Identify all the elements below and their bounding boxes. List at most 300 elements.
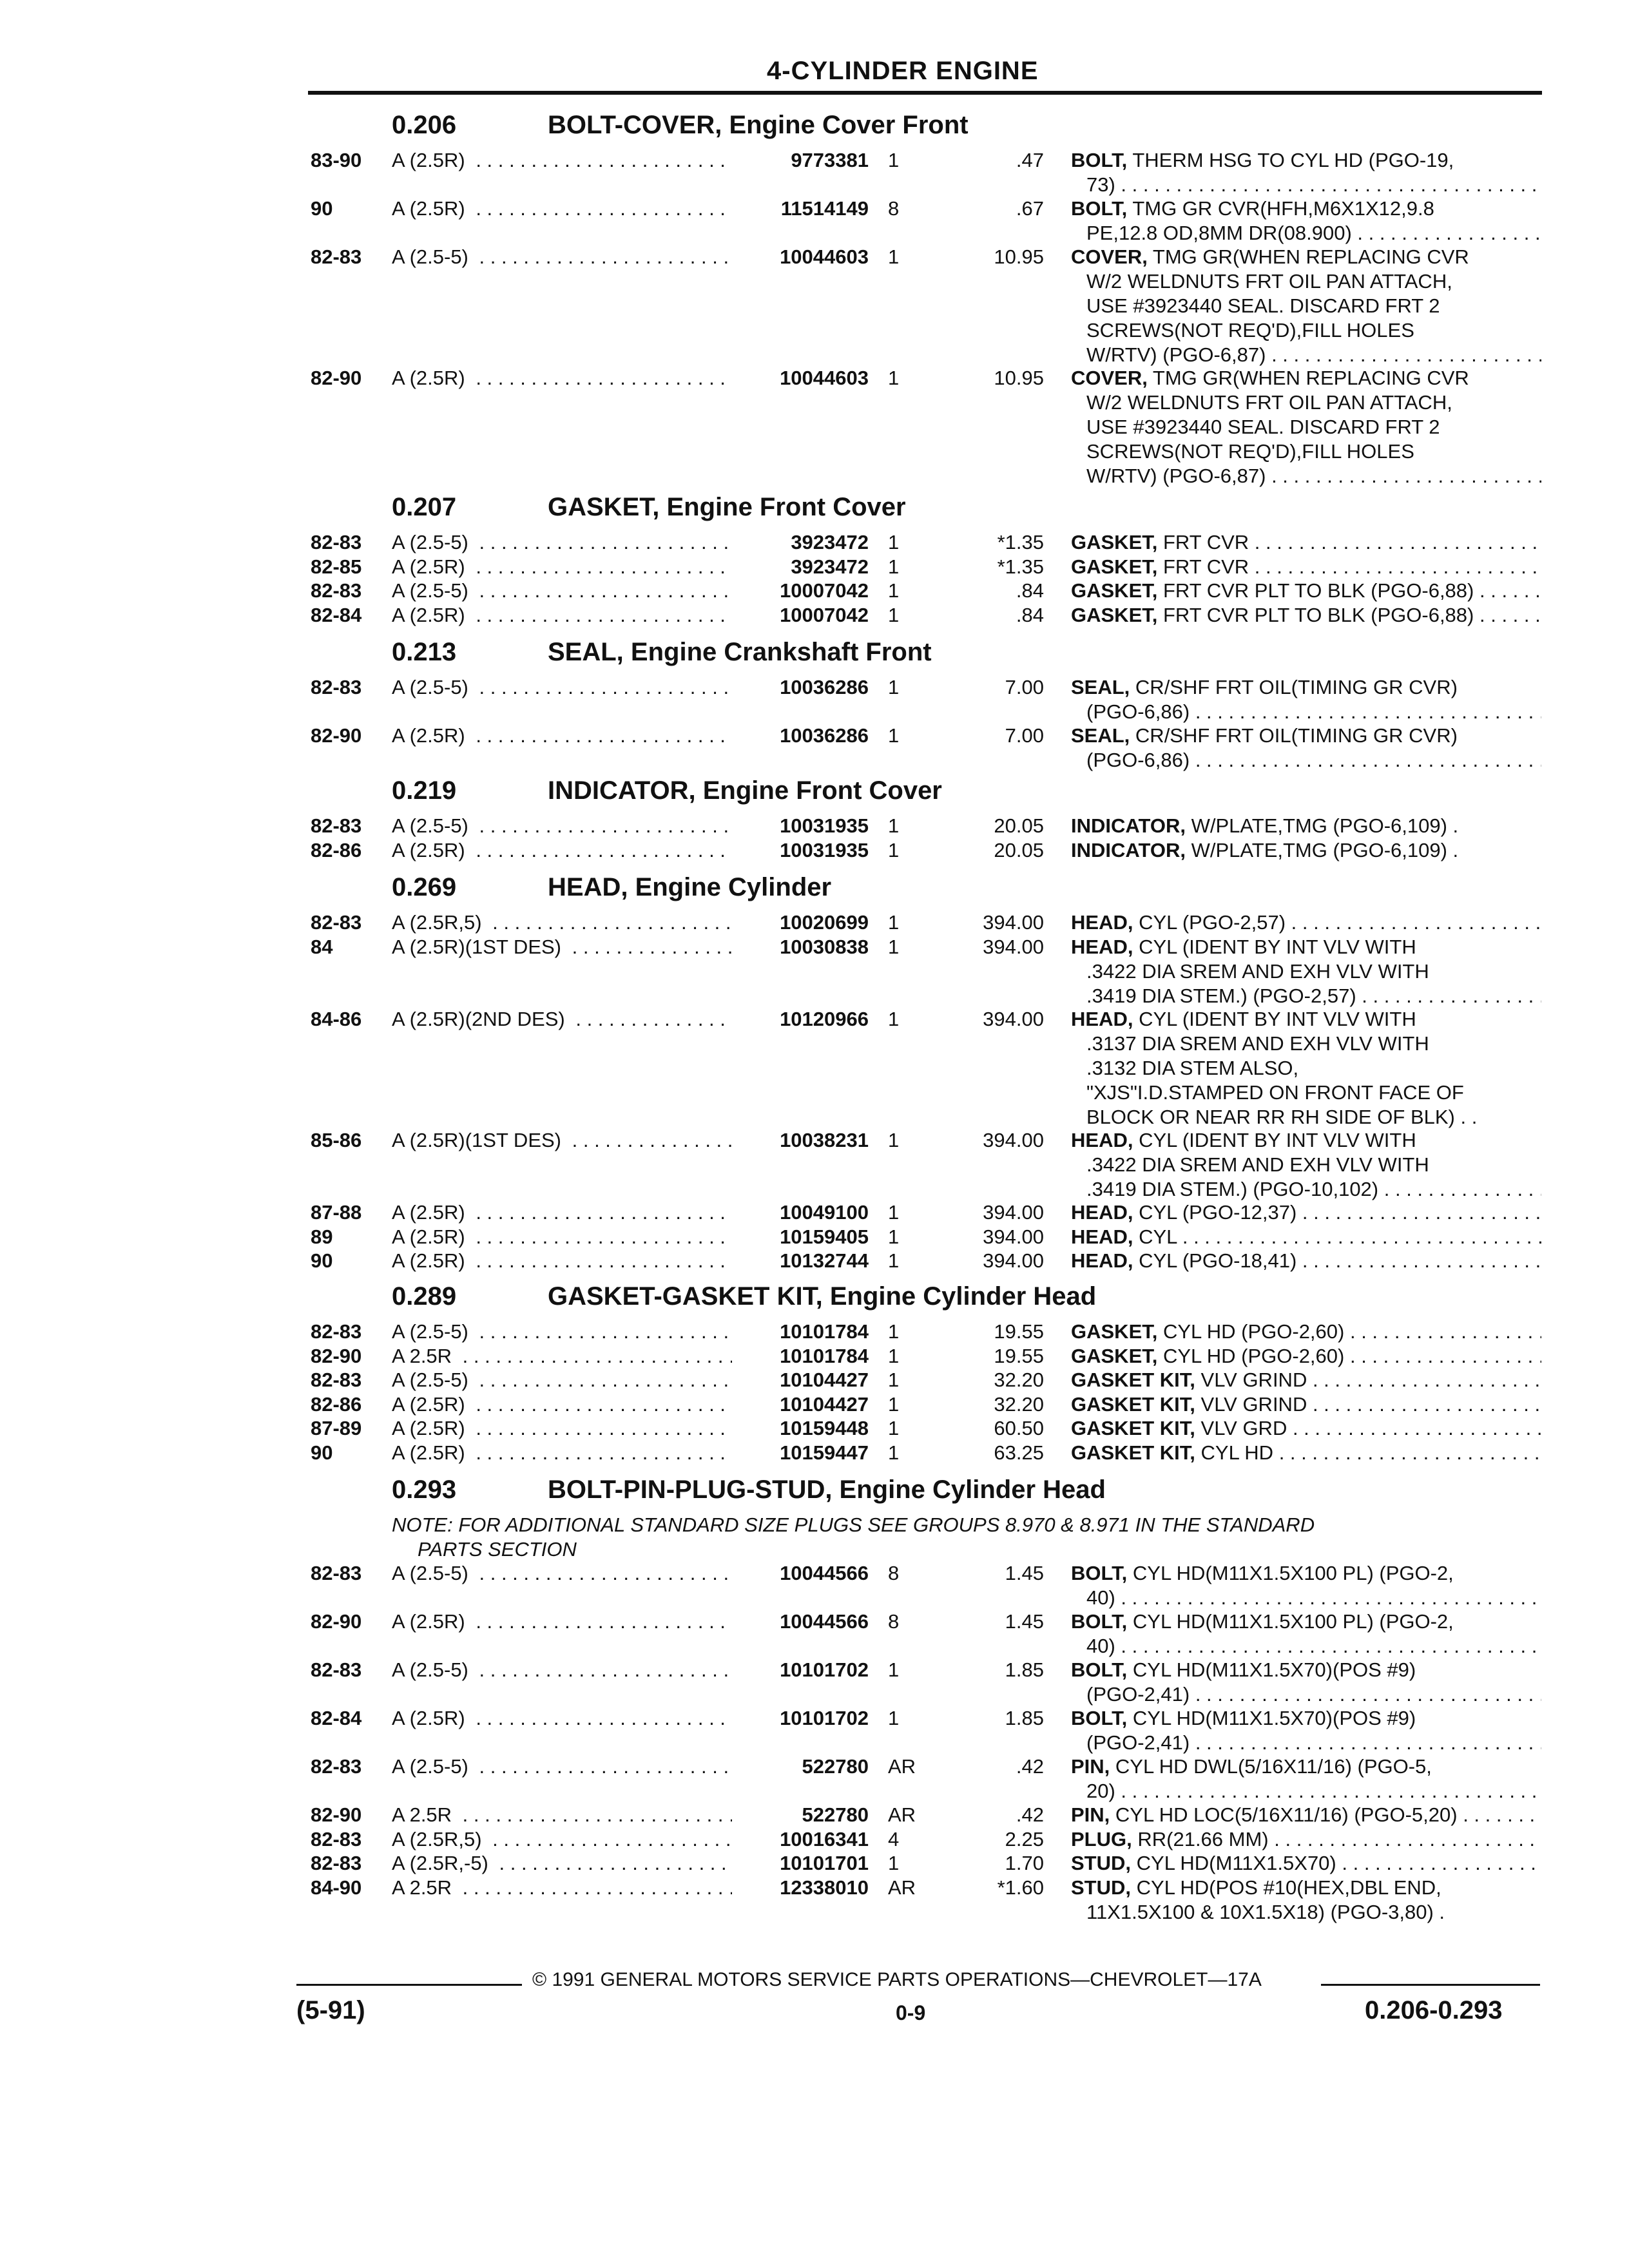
description-text: .3137 DIA SREM AND EXH VLV WITH <box>1086 1032 1429 1055</box>
part-description <box>1071 1754 1541 1803</box>
description-text: 11X1.5X100 & 10X1.5X18) (PGO-3,80) . <box>1086 1900 1445 1923</box>
description-text: CYL (PGO-12,37) <box>1139 1201 1297 1224</box>
part-description <box>1071 1249 1541 1273</box>
application-code <box>392 1225 732 1249</box>
description-line <box>1071 366 1541 390</box>
application-text: A (2.5R) <box>392 555 470 578</box>
quantity: 1 <box>888 911 900 934</box>
part-description <box>1071 935 1541 1008</box>
description-line <box>1071 748 1541 773</box>
description-line <box>1071 603 1541 628</box>
description-line <box>1071 1900 1541 1925</box>
description-text: CYL HD(M11X1.5X100 PL) (PGO-2, <box>1132 1562 1454 1584</box>
model-years: 84 <box>311 935 333 958</box>
description-line <box>1071 269 1541 294</box>
application-text: A 2.5R <box>392 1876 457 1899</box>
description-keyword: HEAD, <box>1071 935 1133 958</box>
list-price: .47 <box>1016 149 1044 171</box>
application-text: A (2.5R,5) <box>392 1828 487 1850</box>
model-years: 82-83 <box>311 1562 362 1584</box>
description-line <box>1071 1177 1541 1202</box>
model-years: 82-84 <box>311 1707 362 1729</box>
description-keyword: HEAD, <box>1071 1008 1133 1030</box>
description-text: W/RTV) (PGO-6,87) <box>1086 343 1266 366</box>
part-number: 10120966 <box>780 1008 869 1030</box>
part-description <box>1071 814 1541 838</box>
list-price: 1.85 <box>1005 1658 1044 1681</box>
part-number: 10101701 <box>780 1852 869 1874</box>
model-years: 85-86 <box>311 1128 362 1151</box>
part-number: 10038231 <box>780 1128 869 1151</box>
part-description <box>1071 1200 1541 1225</box>
part-number: 10007042 <box>780 579 869 602</box>
application-text: A (2.5-5) <box>392 814 474 837</box>
application-text: A 2.5R <box>392 1345 457 1367</box>
application-text: A (2.5R)(1ST DES) <box>392 936 566 958</box>
application-code <box>392 245 732 269</box>
note-line: NOTE: FOR ADDITIONAL STANDARD SIZE PLUGS SEE GROUPS 8.970 & 8.971 IN THE STANDARD <box>392 1514 1315 1536</box>
description-line <box>1071 700 1541 724</box>
list-price: 2.25 <box>1005 1827 1044 1850</box>
list-price: 20.05 <box>994 838 1044 861</box>
quantity: 8 <box>888 1610 900 1633</box>
application-code <box>392 530 732 555</box>
part-description <box>1071 579 1541 603</box>
description-line <box>1071 1249 1541 1273</box>
application-text: A (2.5-5) <box>392 1562 474 1584</box>
part-number: 10101702 <box>780 1658 869 1681</box>
description-line <box>1071 1779 1541 1803</box>
list-price: .42 <box>1016 1803 1044 1826</box>
note-line: PARTS SECTION <box>418 1538 577 1561</box>
part-description <box>1071 530 1541 555</box>
application-code <box>392 1368 732 1392</box>
list-price: 394.00 <box>983 1249 1044 1272</box>
group-number: 0.293 <box>392 1475 457 1504</box>
quantity: 4 <box>888 1827 900 1850</box>
application-code <box>392 197 732 221</box>
model-years: 90 <box>311 1441 333 1464</box>
part-description <box>1071 1561 1541 1610</box>
quantity: 1 <box>888 1369 900 1391</box>
footer-group-range: 0.206-0.293 <box>1365 1996 1503 2024</box>
group-number: 0.219 <box>392 776 457 805</box>
part-number: 10036286 <box>780 676 869 698</box>
description-line <box>1071 910 1541 935</box>
description-text: 73) <box>1086 173 1115 196</box>
description-text: CYL HD(M11X1.5X70)(POS #9) <box>1132 1658 1416 1681</box>
application-text: A (2.5-5) <box>392 1320 474 1343</box>
description-line <box>1071 724 1541 748</box>
quantity: 8 <box>888 1562 900 1584</box>
application-code <box>392 935 732 959</box>
list-price: 20.05 <box>994 814 1044 837</box>
description-keyword: GASKET, <box>1071 555 1158 578</box>
quantity: 1 <box>888 935 900 958</box>
model-years: 82-83 <box>311 1658 362 1681</box>
description-line <box>1071 1851 1541 1876</box>
description-text: TMG GR(WHEN REPLACING CVR <box>1152 245 1469 268</box>
description-line <box>1071 935 1541 959</box>
application-text: A (2.5-5) <box>392 676 474 698</box>
application-code <box>392 1561 732 1586</box>
part-number: 10159405 <box>780 1225 869 1248</box>
description-text: W/PLATE,TMG (PGO-6,109) . <box>1191 814 1459 837</box>
model-years: 84-86 <box>311 1008 362 1030</box>
description-line <box>1071 1416 1541 1441</box>
description-text: W/2 WELDNUTS FRT OIL PAN ATTACH, <box>1086 270 1452 293</box>
application-code <box>392 603 732 628</box>
application-code <box>392 1706 732 1731</box>
list-price: 19.55 <box>994 1320 1044 1343</box>
quantity: 1 <box>888 1707 900 1729</box>
description-line <box>1071 1682 1541 1707</box>
description-line <box>1071 814 1541 838</box>
application-text: A (2.5R)(1ST DES) <box>392 1129 566 1151</box>
group-title: HEAD, Engine Cylinder <box>548 873 832 901</box>
part-description <box>1071 555 1541 579</box>
part-description <box>1071 1320 1541 1344</box>
part-description <box>1071 197 1541 245</box>
part-number: 10036286 <box>780 724 869 747</box>
group-title: BOLT-COVER, Engine Cover Front <box>548 111 969 139</box>
description-line <box>1071 959 1541 984</box>
list-price: 394.00 <box>983 1008 1044 1030</box>
list-price: .84 <box>1016 579 1044 602</box>
application-code <box>392 1344 732 1369</box>
part-row <box>0 814 1629 838</box>
description-text: THERM HSG TO CYL HD (PGO-19, <box>1132 149 1454 171</box>
part-description <box>1071 1876 1541 1925</box>
application-code <box>392 1007 732 1032</box>
description-text: .3419 DIA STEM.) (PGO-10,102) <box>1086 1177 1379 1200</box>
description-keyword: PLUG, <box>1071 1827 1132 1850</box>
description-line <box>1071 579 1541 603</box>
application-code <box>392 148 732 173</box>
description-keyword: GASKET, <box>1071 603 1158 626</box>
application-code <box>392 1658 732 1682</box>
description-text: FRT CVR <box>1162 555 1249 578</box>
description-text: VLV GRIND <box>1200 1369 1307 1391</box>
part-row <box>0 1320 1629 1344</box>
group-number: 0.289 <box>392 1282 457 1311</box>
part-number: 3923472 <box>791 555 869 578</box>
application-text: A (2.5R) <box>392 604 470 626</box>
part-description <box>1071 1007 1541 1129</box>
description-text: (PGO-2,41) <box>1086 1683 1190 1706</box>
part-row <box>0 675 1629 723</box>
description-line <box>1071 415 1541 439</box>
quantity: 1 <box>888 579 900 602</box>
application-text: A (2.5-5) <box>392 1755 474 1778</box>
description-text: 20) <box>1086 1780 1115 1802</box>
part-number: 10044566 <box>780 1610 869 1633</box>
list-price: 1.45 <box>1005 1562 1044 1584</box>
description-keyword: PIN, <box>1071 1755 1110 1778</box>
list-price: 1.85 <box>1005 1707 1044 1729</box>
part-number: 10031935 <box>780 838 869 861</box>
quantity: 1 <box>888 555 900 578</box>
model-years: 89 <box>311 1225 333 1248</box>
part-number: 10031935 <box>780 814 869 837</box>
part-number: 10104427 <box>780 1369 869 1391</box>
description-text: TMG GR CVR(HFH,M6X1X12,9.8 <box>1132 197 1434 220</box>
part-row <box>0 197 1629 244</box>
quantity: 1 <box>888 1128 900 1151</box>
description-line <box>1071 318 1541 343</box>
quantity: AR <box>888 1803 916 1826</box>
quantity: 1 <box>888 149 900 171</box>
description-text: VLV GRD <box>1200 1417 1287 1439</box>
part-description <box>1071 148 1541 197</box>
part-description <box>1071 245 1541 367</box>
description-line <box>1071 1658 1541 1682</box>
model-years: 82-90 <box>311 1803 362 1826</box>
part-description <box>1071 1610 1541 1658</box>
quantity: 1 <box>888 724 900 747</box>
model-years: 87-88 <box>311 1201 362 1224</box>
description-text: SCREWS(NOT REQ'D),FILL HOLES <box>1086 319 1414 341</box>
part-number: 10101784 <box>780 1320 869 1343</box>
list-price: 32.20 <box>994 1369 1044 1391</box>
description-text: .3422 DIA SREM AND EXH VLV WITH <box>1086 959 1429 983</box>
application-code <box>392 1392 732 1417</box>
description-line <box>1071 675 1541 700</box>
model-years: 82-86 <box>311 838 362 861</box>
part-number: 10101784 <box>780 1344 869 1367</box>
quantity: 1 <box>888 1344 900 1367</box>
part-row <box>0 910 1629 935</box>
description-line <box>1071 1368 1541 1392</box>
application-code <box>392 838 732 863</box>
application-code <box>392 1610 732 1634</box>
part-number: 10020699 <box>780 911 869 934</box>
list-price: 32.20 <box>994 1392 1044 1416</box>
model-years: 82-90 <box>311 366 362 389</box>
description-keyword: GASKET, <box>1071 531 1158 553</box>
model-years: 87-89 <box>311 1417 362 1439</box>
model-years: 82-83 <box>311 245 362 268</box>
part-number: 11514149 <box>780 197 869 220</box>
part-number: 10044566 <box>780 1562 869 1584</box>
list-price: *1.35 <box>997 555 1044 578</box>
quantity: 1 <box>888 366 900 389</box>
description-line <box>1071 148 1541 173</box>
part-number: 10044603 <box>780 366 869 389</box>
part-row <box>0 1754 1629 1802</box>
description-line <box>1071 294 1541 318</box>
application-text: A (2.5-5) <box>392 1369 474 1391</box>
group-number: 0.269 <box>392 873 457 901</box>
model-years: 82-90 <box>311 1344 362 1367</box>
description-text: CYL (IDENT BY INT VLV WITH <box>1139 1008 1416 1030</box>
description-line <box>1071 1561 1541 1586</box>
description-text: CYL (IDENT BY INT VLV WITH <box>1139 1128 1416 1151</box>
description-text: CYL HD(M11X1.5X70) <box>1136 1852 1336 1874</box>
description-line <box>1071 1007 1541 1032</box>
part-description <box>1071 1851 1541 1876</box>
application-code <box>392 1249 732 1273</box>
description-line <box>1071 1320 1541 1344</box>
part-number: 3923472 <box>791 531 869 553</box>
description-text: BLOCK OR NEAR RR RH SIDE OF BLK) . . <box>1086 1106 1478 1128</box>
description-line <box>1071 1200 1541 1225</box>
description-keyword: BOLT, <box>1071 197 1128 220</box>
quantity: 1 <box>888 1249 900 1272</box>
description-line <box>1071 1634 1541 1658</box>
description-line <box>1071 1056 1541 1081</box>
description-line <box>1071 1876 1541 1900</box>
footer-date-code: (5-91) <box>296 1996 365 2024</box>
part-row <box>0 1851 1629 1876</box>
description-keyword: BOLT, <box>1071 1562 1128 1584</box>
part-number: 10007042 <box>780 603 869 626</box>
model-years: 82-83 <box>311 1755 362 1778</box>
description-text: USE #3923440 SEAL. DISCARD FRT 2 <box>1086 294 1440 317</box>
description-line <box>1071 464 1541 488</box>
description-line <box>1071 838 1541 863</box>
quantity: 1 <box>888 1658 900 1681</box>
quantity: 1 <box>888 531 900 553</box>
description-text: CYL HD (PGO-2,60) <box>1162 1320 1345 1343</box>
list-price: .42 <box>1016 1755 1044 1778</box>
application-code <box>392 1200 732 1225</box>
part-row <box>0 1561 1629 1609</box>
description-keyword: GASKET KIT, <box>1071 1392 1195 1416</box>
application-text: A (2.5R) <box>392 1417 470 1439</box>
description-text: FRT CVR PLT TO BLK (PGO-6,88) <box>1162 579 1474 602</box>
description-text: (PGO-2,41) <box>1086 1731 1190 1754</box>
description-keyword: PIN, <box>1071 1803 1110 1826</box>
page-section-title: 4-CYLINDER ENGINE <box>767 57 1039 85</box>
description-text: 40) <box>1086 1635 1115 1657</box>
part-row <box>0 1827 1629 1852</box>
part-number: 9773381 <box>791 149 869 171</box>
description-line <box>1071 1441 1541 1465</box>
model-years: 82-83 <box>311 911 362 934</box>
part-description <box>1071 1344 1541 1369</box>
part-row <box>0 245 1629 366</box>
part-row <box>0 1610 1629 1657</box>
part-description <box>1071 603 1541 628</box>
description-keyword: STUD, <box>1071 1852 1131 1874</box>
description-line <box>1071 555 1541 579</box>
description-line <box>1071 439 1541 464</box>
group-number: 0.207 <box>392 493 457 521</box>
quantity: AR <box>888 1876 916 1899</box>
part-row <box>0 724 1629 771</box>
part-row <box>0 1392 1629 1417</box>
quantity: 1 <box>888 1201 900 1224</box>
description-line <box>1071 1731 1541 1755</box>
list-price: 394.00 <box>983 1128 1044 1151</box>
list-price: 19.55 <box>994 1344 1044 1367</box>
application-code <box>392 366 732 390</box>
description-keyword: HEAD, <box>1071 911 1133 934</box>
description-text: (PGO-6,86) <box>1086 700 1190 723</box>
list-price: *1.60 <box>997 1876 1044 1899</box>
application-code <box>392 579 732 603</box>
description-keyword: INDICATOR, <box>1071 838 1186 861</box>
description-keyword: HEAD, <box>1071 1249 1133 1272</box>
description-text: USE #3923440 SEAL. DISCARD FRT 2 <box>1086 415 1440 438</box>
description-keyword: HEAD, <box>1071 1128 1133 1151</box>
part-row <box>0 1441 1629 1465</box>
model-years: 90 <box>311 1249 333 1272</box>
group-number: 0.206 <box>392 111 457 139</box>
description-text: CR/SHF FRT OIL(TIMING GR CVR) <box>1135 676 1458 698</box>
description-line <box>1071 221 1541 245</box>
description-text: TMG GR(WHEN REPLACING CVR <box>1152 366 1469 389</box>
model-years: 82-90 <box>311 724 362 747</box>
footer-rule-left <box>296 1984 522 1986</box>
list-price: 10.95 <box>994 366 1044 389</box>
quantity: 8 <box>888 197 900 220</box>
application-text: A (2.5R,-5) <box>392 1852 494 1874</box>
description-line <box>1071 1392 1541 1417</box>
part-description <box>1071 1368 1541 1392</box>
description-keyword: HEAD, <box>1071 1201 1133 1224</box>
list-price: 394.00 <box>983 935 1044 958</box>
application-code <box>392 910 732 935</box>
description-text: CR/SHF FRT OIL(TIMING GR CVR) <box>1135 724 1458 747</box>
part-number: 10159448 <box>780 1417 869 1439</box>
quantity: 1 <box>888 814 900 837</box>
application-text: A (2.5R) <box>392 197 470 220</box>
part-description <box>1071 1658 1541 1707</box>
description-text: CYL HD(M11X1.5X70)(POS #9) <box>1132 1707 1416 1729</box>
application-code <box>392 724 732 748</box>
application-code <box>392 1128 732 1153</box>
description-line <box>1071 1610 1541 1634</box>
application-text: A (2.5-5) <box>392 1658 474 1681</box>
model-years: 82-83 <box>311 814 362 837</box>
part-number: 10101702 <box>780 1707 869 1729</box>
part-row <box>0 838 1629 863</box>
description-line <box>1071 1032 1541 1056</box>
application-code <box>392 1876 732 1900</box>
part-row <box>0 530 1629 555</box>
group-title: INDICATOR, Engine Front Cover <box>548 776 942 805</box>
part-number: 12338010 <box>780 1876 869 1899</box>
description-text: CYL HD <box>1200 1441 1274 1464</box>
list-price: 63.25 <box>994 1441 1044 1464</box>
description-text: CYL HD (PGO-2,60) <box>1162 1344 1345 1367</box>
description-keyword: GASKET KIT, <box>1071 1441 1195 1464</box>
description-keyword: HEAD, <box>1071 1225 1133 1248</box>
part-row <box>0 603 1629 628</box>
description-keyword: SEAL, <box>1071 724 1130 747</box>
part-number: 522780 <box>802 1755 869 1778</box>
model-years: 83-90 <box>311 149 362 171</box>
description-text: (PGO-6,86) <box>1086 749 1190 771</box>
list-price: .67 <box>1016 197 1044 220</box>
header-rule <box>308 91 1542 95</box>
part-row <box>0 1200 1629 1225</box>
model-years: 84-90 <box>311 1876 362 1899</box>
part-row <box>0 1803 1629 1827</box>
description-text: VLV GRIND <box>1200 1392 1307 1416</box>
description-line <box>1071 343 1541 367</box>
list-price: 60.50 <box>994 1417 1044 1439</box>
part-row <box>0 366 1629 487</box>
list-price: 10.95 <box>994 245 1044 268</box>
application-text: A (2.5-5) <box>392 579 474 602</box>
description-text: .3419 DIA STEM.) (PGO-2,57) <box>1086 984 1356 1007</box>
part-number: 10104427 <box>780 1392 869 1416</box>
description-text: PE,12.8 OD,8MM DR(08.900) <box>1086 222 1352 244</box>
model-years: 82-83 <box>311 531 362 553</box>
